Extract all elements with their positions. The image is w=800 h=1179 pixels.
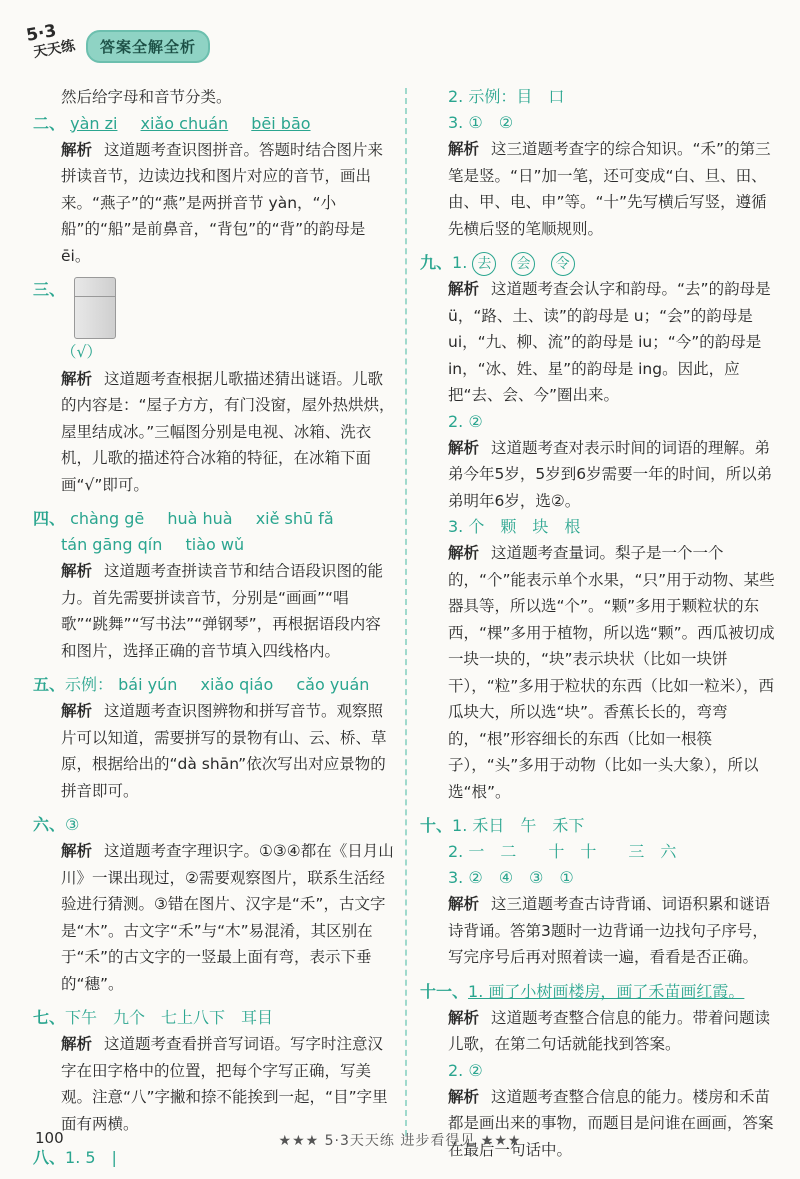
pinyin-answer: xiě shū fǎ [255, 509, 334, 528]
section-label: 二、 [33, 113, 66, 133]
logo-line2: 天天练 [32, 37, 77, 61]
pinyin-answer: bēi bāo [251, 113, 311, 133]
section-label: 七、 [33, 1008, 66, 1027]
analysis-text: 这道题考查整合信息的能力。带着问题读儿歌，在第二句话就能找到答案。 [448, 1008, 771, 1053]
analysis-text: 这三道题考查字的综合知识。“禾”的第三笔是竖。“日”加一笔，还可变成“白、旦、田、由、甲、电、申”等。“十”先写横后写竖，遵循先横后竖的笔顺规则。 [448, 140, 771, 238]
analysis-text: 这道题考查识图辨物和拼写音节。观察照片可以知道，需要拼写的景物有山、云、桥、草原，根据给出的“dà shān”依次写出对应景物的拼音即可。 [61, 702, 387, 800]
section-3 [33, 277, 395, 498]
column-divider [405, 88, 407, 1136]
analysis-label: 解析 [448, 140, 480, 158]
circled-char: 令 [551, 252, 575, 276]
analysis-text: 这道题考查字理识字。①③④都在《日月山川》一课出现过，②需要观察图片，联系生活经验进行猜测。③错在图片、汉字是“禾”，古文字是“木”。古文字“禾”与“木”易混淆，其区别在于“禾”的古文字的一竖最上面有弯，表示下垂的“穗”。 [61, 842, 394, 993]
answer: 3. ② ④ ③ ① [448, 868, 574, 887]
analysis-label: 解析 [448, 1087, 480, 1106]
analysis-text: 这道题考查拼读音节和结合语段识图的能力。首先需要拼读音节，分别是“画画”“唱歌”“跳舞”“写书法”“弹钢琴”，再根据语段内容和图片，选择正确的音节填入四线格内。 [61, 562, 384, 660]
analysis-label: 解析 [61, 562, 93, 580]
analysis-text: 这道题考查看拼音写词语。写字时注意汉字在田字格中的位置，把每个字写正确，写美观。注意“八”字撇和捺不能挨到一起，“目”字里面有两横。 [61, 1035, 388, 1133]
sub-number: 1. [452, 253, 468, 272]
analysis-label: 解析 [448, 895, 480, 913]
section-4 [33, 506, 395, 664]
section-label: 四、 [33, 509, 66, 528]
page-number: 100 [35, 1129, 64, 1147]
example-prefix: 示例： [65, 675, 114, 694]
analysis-label: 解析 [448, 544, 480, 562]
analysis-text: 这道题考查对表示时间的词语的理解。弟弟今年5岁，5岁到6岁需要一年的时间，所以弟弟明年6岁，选②。 [448, 438, 773, 510]
section-5 [33, 672, 395, 804]
section-9 [420, 250, 780, 805]
answer: 3. 个 颗 块 根 [448, 517, 581, 536]
answer: 3. ① ② [448, 113, 514, 132]
right-column [420, 84, 780, 1171]
section-label: 十一、 [420, 981, 469, 1001]
analysis-text: 这道题考查根据儿歌描述猜出谜语。儿歌的内容是：“屋子方方，有门没窗，屋外热烘烘，屋里结成冰。”三幅图分别是电视、冰箱、洗衣机，儿歌的描述符合冰箱的特征，在冰箱下面画“√”即可。 [61, 369, 395, 494]
answer: 1. 禾日 午 禾下 [452, 816, 585, 835]
answer: 2. 示例：目 口 [448, 87, 565, 106]
analysis-label: 解析 [61, 1035, 93, 1053]
answer: 1. 画了小树画楼房，画了禾苗画红霞。 [468, 981, 745, 1001]
analysis-label: 解析 [61, 702, 93, 720]
answer: ③ [65, 815, 80, 834]
section-label: 九、 [420, 253, 453, 272]
check-answer: （√） [61, 343, 102, 361]
pinyin-answer: cǎo yuán [296, 675, 370, 694]
footer [0, 1125, 800, 1155]
section-7 [33, 1005, 395, 1137]
logo-line1: 5·3 [24, 20, 58, 46]
section-10 [420, 813, 780, 971]
section-label: 三、 [33, 280, 66, 299]
section-label: 十、 [420, 816, 453, 835]
analysis-text: 这道题考查识图拼音。答题时结合图片来拼读音节，边读边找和图片对应的音节，画出来。“燕子”的“燕”是两拼音节 yàn，“小船”的“船”是前鼻音，“背包”的“背”的韵母是 ēi。 [61, 140, 384, 265]
pinyin-answer: xiǎo chuán [140, 113, 229, 133]
footer-slogan: ★★★ 5·3天天练 进步看得见 ★★★ [278, 1133, 522, 1149]
answer: 2. ② [448, 1060, 483, 1080]
circled-char: 去 [472, 252, 496, 276]
left-column [33, 84, 395, 1179]
answer: 下午 九个 七上八下 耳目 [65, 1008, 274, 1027]
analysis-text: 这道题考查整合信息的能力。楼房和禾苗都是画出来的事物，而题目是问谁在画画，答案在最后一句话中。 [448, 1087, 774, 1159]
analysis-text: 这道题考查量词。梨子是一个一个的，“个”能表示单个水果，“只”用于动物、某些器具等，所以选“个”。“颗”多用于颗粒状的东西，“棵”多用于植物，所以选“颗”。西瓜被切成一块一块的，“块”表示块状（比如一块饼干），“粒”多用于粒状的东西（比如一粒米），西瓜块大，所以选“块”。香蕉长长的，弯弯的，“根”形容细长的东西（比如一根筷子），“头”多用于动物（比如一头大象），所以选“根”。 [448, 544, 775, 801]
pinyin-answer: tiào wǔ [185, 535, 245, 554]
answer: 1. 5 | [65, 1148, 117, 1167]
pinyin-answer: tán gāng qín [61, 535, 163, 554]
section-tag: 答案全解全析 [86, 30, 210, 63]
pinyin-answer: bái yún [118, 675, 178, 694]
pinyin-answer: yàn zi [70, 113, 118, 133]
intro-text: 然后给字母和音节分类。 [61, 88, 232, 106]
analysis-label: 解析 [448, 1008, 480, 1027]
fridge-image [74, 277, 116, 339]
analysis-label: 解析 [448, 438, 480, 457]
answer: 2. ② [448, 411, 483, 431]
section-label: 六、 [33, 815, 66, 834]
analysis-text: 这三道题考查古诗背诵、词语积累和谜语诗背诵。答第3题时一边背诵一边找句子序号，写完序号后再对照着读一遍，看看是否正确。 [448, 895, 771, 966]
analysis-label: 解析 [61, 369, 93, 388]
analysis-text: 这道题考查会认字和韵母。“去”的韵母是 ü，“路、土、读”的韵母是 u；“会”的韵母是 ui，“九、柳、流”的韵母是 iu；“今”的韵母是 in，“冰、姓、星”的韵母是 ing。因此，应把“去、会、今”圈出来。 [448, 280, 771, 404]
pinyin-answer: xiǎo qiáo [200, 675, 274, 694]
pinyin-answer: huà huà [167, 509, 233, 528]
analysis-label: 解析 [448, 280, 480, 298]
logo [25, 17, 87, 66]
section-2 [33, 111, 395, 270]
section-label: 八、 [33, 1148, 66, 1167]
analysis-label: 解析 [61, 842, 93, 860]
circled-char: 会 [511, 252, 535, 276]
analysis-label: 解析 [61, 140, 93, 159]
header [24, 20, 268, 62]
section-label: 五、 [33, 675, 66, 694]
section-6 [33, 812, 395, 997]
answer: 2. 一 二 十 十 三 六 [448, 842, 677, 861]
pinyin-answer: chàng gē [70, 509, 145, 528]
